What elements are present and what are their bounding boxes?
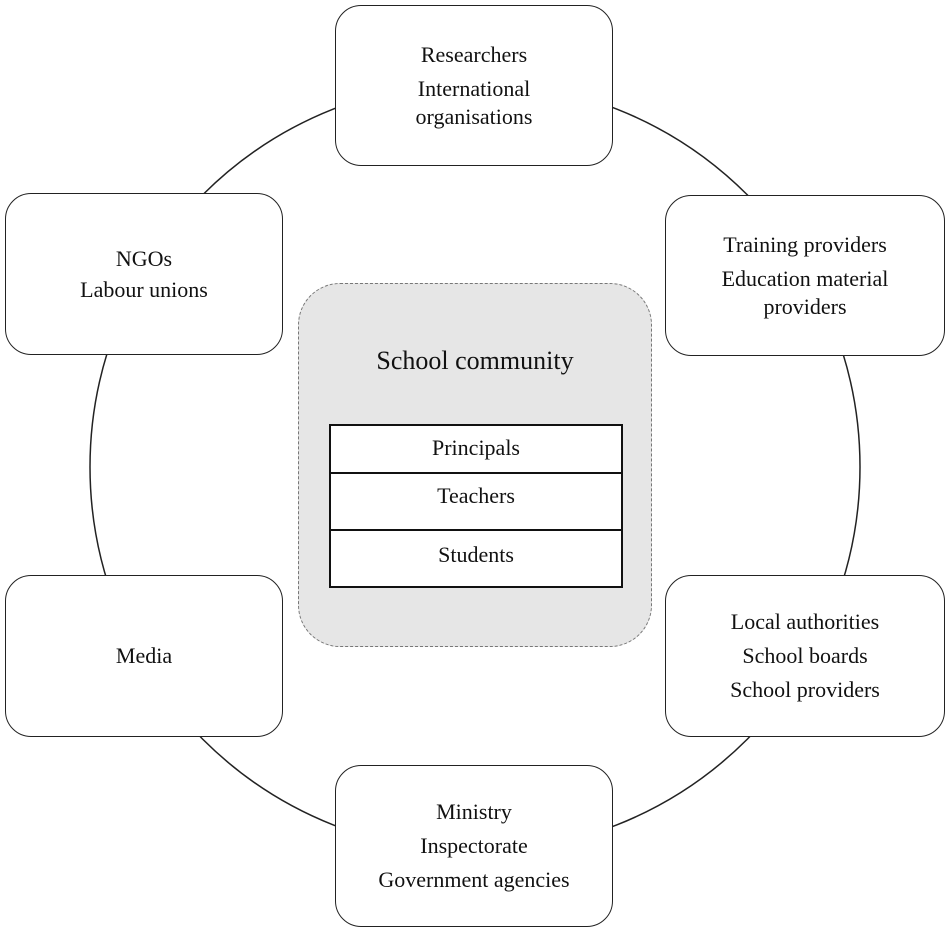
stakeholder-label: Ministry (436, 799, 512, 824)
school-community-title: School community (376, 346, 574, 375)
stakeholder-label: School providers (730, 677, 880, 702)
member-row-principals: Principals (432, 435, 520, 460)
stakeholder-box-local-authorities (665, 575, 945, 737)
stakeholder-label: NGOs (115, 245, 173, 271)
stakeholder-label: Government agencies (378, 867, 570, 892)
stakeholder-label: School boards (742, 643, 868, 668)
stakeholder-label: Labour unions (80, 276, 208, 302)
stakeholder-label: Education material providers (721, 265, 889, 319)
school-community-box (298, 283, 652, 647)
stakeholder-label: International organisations (415, 75, 533, 129)
stakeholder-label: Researchers (420, 41, 528, 67)
stakeholder-box-ngos (5, 193, 283, 355)
stakeholder-label: Inspectorate (420, 833, 528, 858)
stakeholder-box-ministry (335, 765, 613, 927)
member-row-students: Students (331, 529, 621, 586)
stakeholder-box-training-providers (665, 195, 945, 356)
stakeholder-box-media (5, 575, 283, 737)
member-row-teachers: Teachers (331, 472, 621, 529)
stakeholder-label: Training providers (723, 231, 887, 257)
stakeholder-label: Media (115, 643, 173, 668)
stakeholder-box-researchers (335, 5, 613, 166)
school-community-members (329, 424, 623, 588)
stakeholder-label: Local authorities (730, 609, 880, 634)
